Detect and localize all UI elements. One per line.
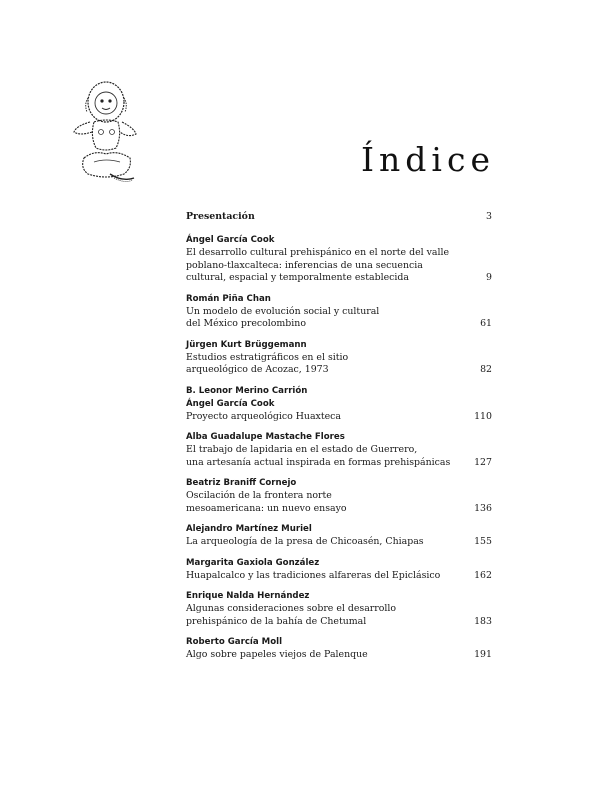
entry-page-number: 191 bbox=[474, 649, 492, 660]
entry-author: Román Piña Chan bbox=[186, 293, 271, 304]
entry-author: Roberto García Moll bbox=[186, 637, 283, 647]
entry-title-line: una artesanía actual inspirada en formas prehispánicas bbox=[186, 456, 451, 468]
entry-page-number: 82 bbox=[480, 364, 492, 375]
entry-title-line: Algo sobre papeles viejos de Palenque bbox=[186, 649, 368, 660]
toc-entry bbox=[186, 636, 492, 662]
toc-entry bbox=[186, 293, 492, 331]
entry-page-number: 155 bbox=[474, 536, 492, 547]
entry-title-line: arqueológico de Acozac, 1973 bbox=[186, 364, 329, 375]
entry-author: Jürgen Kurt Brüggemann bbox=[186, 339, 307, 350]
entry-title-line: poblano-tlaxcalteca: inferencias de una secuencia bbox=[186, 259, 423, 271]
entry-page-number: 3 bbox=[486, 210, 492, 222]
toc-entry bbox=[186, 590, 492, 628]
toc-entry bbox=[186, 477, 492, 515]
entry-author: Enrique Nalda Hernández bbox=[186, 591, 310, 601]
entry-title-line: La arqueología de la presa de Chicoasén, Chiapas bbox=[186, 536, 424, 547]
entry-author: Ángel García Cook bbox=[186, 235, 275, 245]
toc-entry bbox=[186, 234, 492, 285]
entry-title-line: Proyecto arqueológico Huaxteca bbox=[186, 410, 341, 422]
entry-page-number: 127 bbox=[474, 456, 492, 468]
entry-title-line: Oscilación de la frontera norte bbox=[186, 490, 332, 501]
entry-page-number: 183 bbox=[474, 615, 492, 627]
entry-title-line: prehispánico de la bahía de Chetumal bbox=[186, 615, 367, 627]
entry-title-line: cultural, espacial y temporalmente establecida bbox=[186, 272, 409, 283]
entry-author: Ángel García Cook bbox=[186, 398, 275, 409]
table-of-contents bbox=[186, 210, 492, 670]
entry-title-line: mesoamericana: un nuevo ensayo bbox=[186, 502, 347, 514]
entry-author: Margarita Gaxiola González bbox=[186, 557, 320, 568]
figurine-illustration bbox=[70, 74, 148, 186]
entry-title-line: Presentación bbox=[186, 211, 255, 222]
entry-title-line: Estudios estratigráficos en el sitio bbox=[186, 351, 349, 363]
toc-entry bbox=[186, 431, 492, 469]
entry-page-number: 136 bbox=[474, 502, 492, 514]
entry-author: B. Leonor Merino Carrión bbox=[186, 385, 308, 396]
entry-page-number: 162 bbox=[474, 569, 492, 581]
entry-author: Alba Guadalupe Mastache Flores bbox=[186, 432, 345, 442]
toc-entry bbox=[186, 557, 492, 583]
toc-entry bbox=[186, 210, 492, 223]
entry-author: Beatriz Braniff Cornejo bbox=[186, 478, 297, 488]
page-title: Índice bbox=[361, 140, 495, 179]
entry-title-line: Un modelo de evolución social y cultural bbox=[186, 305, 380, 317]
entry-title-line: El desarrollo cultural prehispánico en el norte del valle bbox=[186, 247, 450, 258]
entry-title-line: Huapalcalco y las tradiciones alfareras del Epiclásico bbox=[186, 569, 441, 581]
toc-entry bbox=[186, 339, 492, 377]
toc-entry bbox=[186, 385, 492, 424]
entry-title-line: del México precolombino bbox=[186, 318, 306, 329]
entry-page-number: 9 bbox=[486, 272, 492, 283]
entry-page-number: 61 bbox=[480, 318, 492, 329]
entry-page-number: 110 bbox=[474, 410, 492, 422]
entry-title-line: Algunas consideraciones sobre el desarrollo bbox=[186, 603, 397, 614]
entry-author: Alejandro Martínez Muriel bbox=[186, 524, 312, 534]
entry-title-line: El trabajo de lapidaria en el estado de Guerrero, bbox=[186, 444, 418, 455]
toc-entry bbox=[186, 523, 492, 549]
